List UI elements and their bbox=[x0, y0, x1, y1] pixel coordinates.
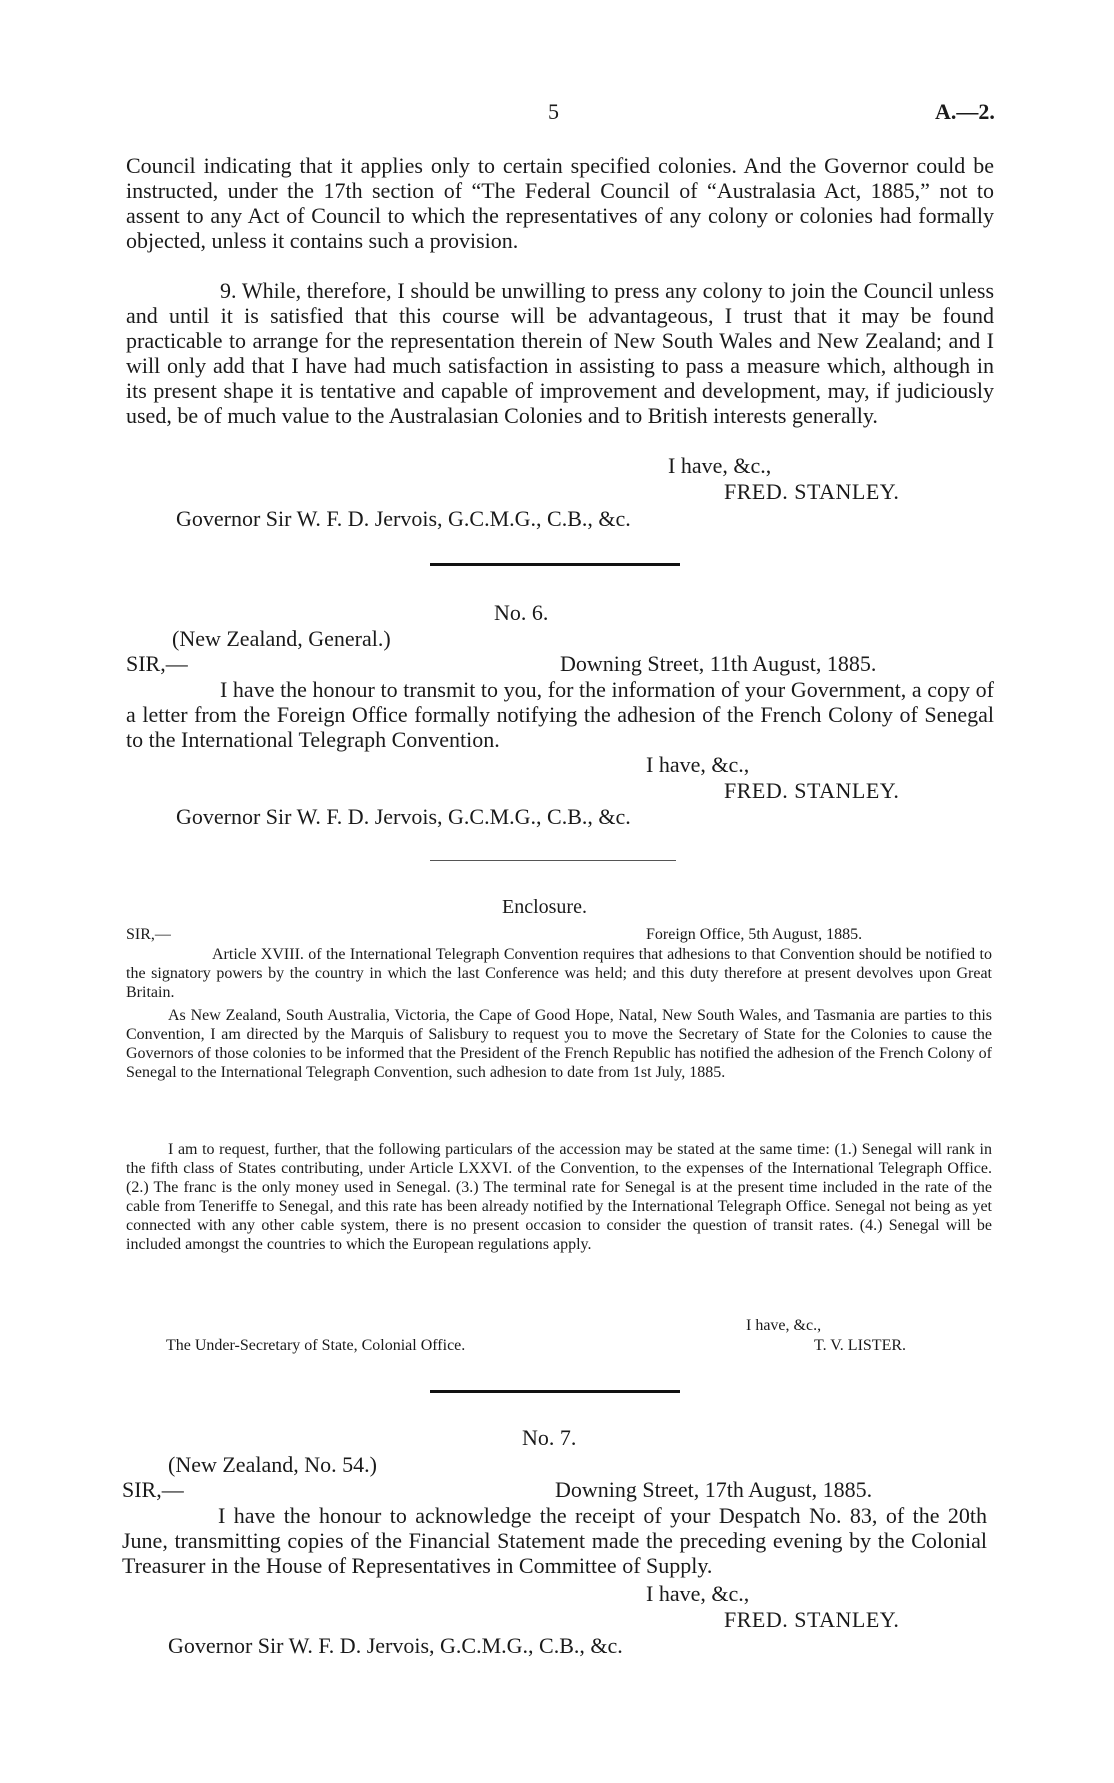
salutation: SIR,— bbox=[126, 651, 188, 676]
despatch-body: I have the honour to acknowledge the receipt of your Despatch No. 83, of the 20th June, transmitting copies of the Financial Statement made the preceding evening by the Colonial Treasurer in the House of Representatives in Committee of Supply. bbox=[122, 1503, 987, 1578]
section-divider bbox=[430, 563, 680, 566]
addressee: The Under-Secretary of State, Colonial Office. bbox=[166, 1337, 466, 1354]
despatch-reference: (New Zealand, General.) bbox=[172, 626, 391, 651]
closing-line: I have, &c., bbox=[668, 453, 772, 478]
closing-line: I have, &c., bbox=[646, 1581, 750, 1606]
closing-line: I have, &c., bbox=[746, 1317, 822, 1334]
despatch-number-7: No. 7. bbox=[522, 1425, 577, 1450]
despatch-number-6: No. 6. bbox=[494, 600, 549, 625]
enclosure-paragraph-2: As New Zealand, South Australia, Victoria, the Cape of Good Hope, Natal, New South Wales, and Tasmania are parties to this Convention, I am directed by the Marquis of Salisbury to request you to move the Secretary of State for the Colonies to cause the Governors of those colonies to be informed that the President of the French Republic has notified the adhesion of the French Colony of Senegal to the International Telegraph Convention, such adhesion to date from 1st July, 1885. bbox=[126, 1007, 992, 1081]
enclosure-heading: Enclosure. bbox=[502, 896, 587, 918]
enclosure-paragraph-3: I am to request, further, that the following particulars of the accession may be stated at the same time: (1.) Senegal will rank in the fifth class of States contributing, under Article LXXVI. of the Convention, to the expenses of the International Telegraph Office. (2.) The franc is the only money used in Senegal. (3.) The terminal rate for Senegal is at the present time included in the rate of the cable from Teneriffe to Senegal, and this rate has been already notified by the International Telegraph Office. Senegal not being as yet connected with any other cable system, there is no present occasion to consider the question of transit rates. (4.) Senegal will be included amongst the countries to which the European regulations apply. bbox=[126, 1141, 992, 1253]
signature: T. V. LISTER. bbox=[814, 1337, 907, 1354]
section-divider bbox=[430, 1390, 680, 1393]
signature: FRED. STANLEY. bbox=[724, 778, 900, 803]
addressee: Governor Sir W. F. D. Jervois, G.C.M.G., C.B., &c. bbox=[168, 1633, 623, 1658]
closing-line: I have, &c., bbox=[646, 752, 750, 777]
signature: FRED. STANLEY. bbox=[724, 479, 900, 504]
salutation: SIR,— bbox=[122, 1477, 184, 1502]
addressee: Governor Sir W. F. D. Jervois, G.C.M.G., C.B., &c. bbox=[176, 804, 631, 829]
paper-reference: A.—2. bbox=[935, 99, 995, 124]
place-date: Foreign Office, 5th August, 1885. bbox=[646, 926, 863, 943]
paragraph-9: 9. While, therefore, I should be unwilling to press any colony to join the Council unless and until it is satisfied that this course will be advantageous, I trust that it may be found practicable to arrange for the representation therein of New South Wales and New Zealand; and I will only add that I have had much satisfaction in assisting to pass a measure which, although in its present shape it is tentative and capable of improvement and development, may, if judiciously used, be of much value to the Australasian Colonies and to British interests generally. bbox=[126, 278, 994, 428]
despatch-body: I have the honour to transmit to you, for the information of your Government, a copy of a letter from the Foreign Office formally notifying the adhesion of the French Colony of Senegal to the International Telegraph Convention. bbox=[126, 677, 994, 752]
signature: FRED. STANLEY. bbox=[724, 1607, 900, 1632]
enclosure-paragraph-1: Article XVIII. of the International Telegraph Convention requires that adhesions to that Convention should be notified to the signatory powers by the country in which the last Conference was held; and this duty therefore at present devolves upon Great Britain. bbox=[126, 946, 992, 1001]
despatch-reference: (New Zealand, No. 54.) bbox=[168, 1452, 377, 1477]
section-divider bbox=[430, 860, 676, 861]
page-number: 5 bbox=[548, 99, 559, 124]
place-date: Downing Street, 17th August, 1885. bbox=[555, 1477, 873, 1502]
continuation-paragraph: Council indicating that it applies only to certain specified colonies. And the Governor could be instructed, under the 17th section of “The Federal Council of “Australasia Act, 1885,” not to assent to any Act of Council to which the representatives of any colony or colonies had formally objected, unless it contains such a provision. bbox=[126, 153, 994, 253]
place-date: Downing Street, 11th August, 1885. bbox=[560, 651, 877, 676]
addressee: Governor Sir W. F. D. Jervois, G.C.M.G., C.B., &c. bbox=[176, 506, 631, 531]
salutation: SIR,— bbox=[126, 926, 171, 943]
